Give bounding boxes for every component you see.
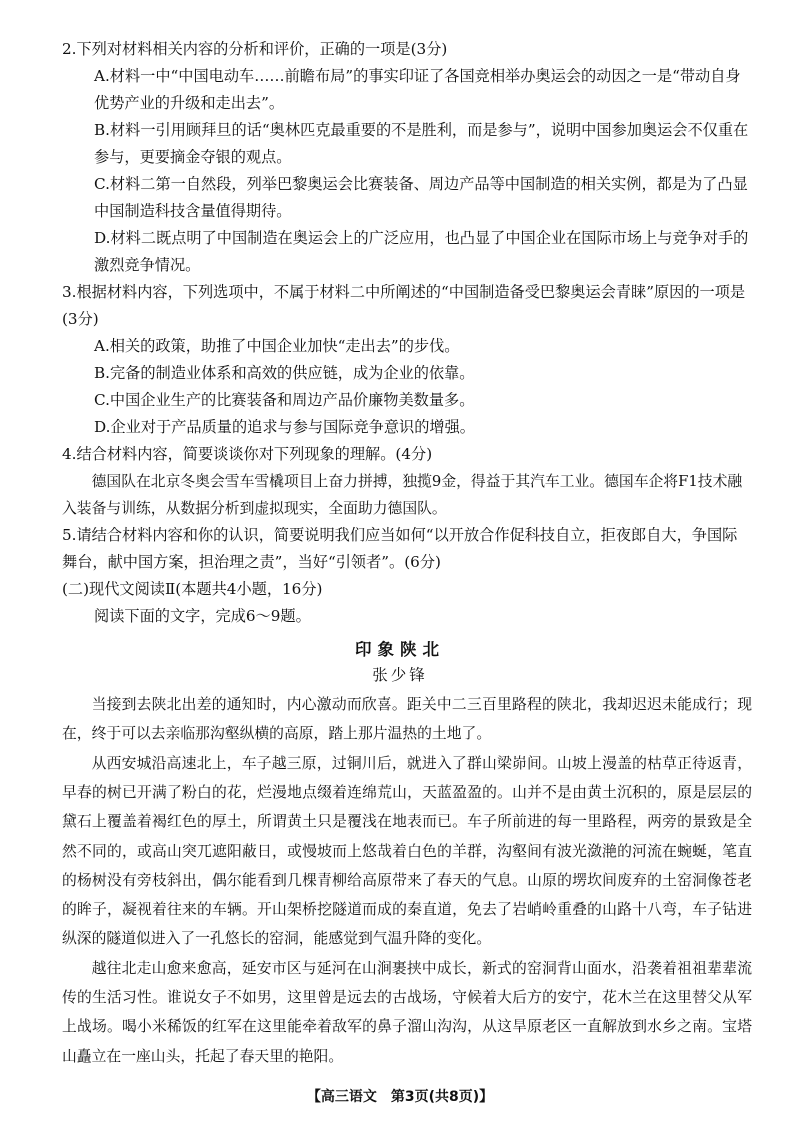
article-paragraph-3: 越往北走山愈来愈高，延安市区与延河在山涧裹挟中成长，新式的窑洞背山面水，沿袭着祖祖辈辈流传的生活习性。谁说女子不如男，这里曾是远去的古战场，守候着大后方的安宁，花木兰在这里替父从军上战场。喝小米稀饭的红军在这里能牵着敌军的鼻子溜山沟沟，从这旱原老区一直解放到水乡之南。宝塔山矗立在一座山头，托起了春天里的艳阳。 [62, 960, 752, 1065]
question-3-option-b: B.完备的制造业体系和高效的供应链，成为企业的依靠。 [94, 364, 475, 382]
question-4-stem: 4.结合材料内容，简要谈谈你对下列现象的理解。(4分) [62, 445, 433, 463]
article-paragraph-1: 当接到去陕北出差的通知时，内心激动而欣喜。距关中二三百里路程的陕北，我却迟迟未能成行；现在，终于可以去亲临那沟壑纵横的高原，踏上那片温热的土地了。 [62, 696, 752, 743]
question-2-option-a: A.材料一中“中国电动车……前瞻布局”的事实印证了各国竞相举办奥运会的动因之一是“带动自身优势产业的升级和走出去”。 [94, 67, 741, 112]
question-2-option-c: C.材料二第一自然段，列举巴黎奥运会比赛装备、周边产品等中国制造的相关实例，都是为了凸显中国制造科技含量值得期待。 [94, 175, 748, 220]
question-5-stem: 5.请结合材料内容和你的认识，简要说明我们应当如何“以开放合作促科技自立，拒夜郎自大，争国际舞台，献中国方案，担治理之责”，当好“引领者”。(6分) [62, 526, 738, 571]
question-2-stem: 2.下列对材料相关内容的分析和评价，正确的一项是(3分) [62, 40, 448, 58]
question-3-stem: 3.根据材料内容，下列选项中，不属于材料二中所阐述的“中国制造备受巴黎奥运会青睐”原因的一项是(3分) [62, 283, 746, 328]
reading-instruction: 阅读下面的文字，完成6～9题。 [94, 607, 311, 625]
question-3-option-a: A.相关的政策，助推了中国企业加快“走出去”的步伐。 [94, 337, 460, 355]
article-paragraph-2: 从西安城沿高速北上，车子越三原，过铜川后，就进入了群山梁峁间。山坡上漫盖的枯草正待返青，早春的树已开满了粉白的花，烂漫地点缀着连绵荒山，天蓝盈盈的。山并不是由黄土沉积的，原是层层的黛石上覆盖着褐红色的厚土，所谓黄土只是覆浅在地表而已。车子所前进的每一里路程，两旁的景致是全然不同的，或高山突兀遮阳蔽日，或慢坡而上悠哉着白色的羊群，沟壑间有波光潋滟的河流在蜿蜒，笔直的杨树没有旁枝斜出，偶尔能看到几棵青柳给高原带来了春天的气息。山原的塄坎间废弃的土窑洞像苍老的眸子，凝视着往来的车辆。开山架桥挖隧道而成的秦直道，免去了岩峭岭重叠的山路十八弯，车子钻进纵深的隧道似进入了一孔悠长的窑洞，能感觉到气温升降的变化。 [62, 755, 752, 948]
section-heading: (二)现代文阅读Ⅱ(本题共4小题，16分) [62, 580, 323, 598]
page-footer: 【高三语文 第3页(共8页)】 [306, 1089, 494, 1105]
question-2-option-b: B.材料一引用顾拜旦的话“奥林匹克最重要的不是胜利，而是参与”，说明中国参加奥运会不仅重在参与，更要摘金夺银的观点。 [94, 121, 749, 166]
question-3-option-c: C.中国企业生产的比赛装备和周边产品价廉物美数量多。 [94, 391, 475, 409]
article-author: 张少锋 [372, 666, 428, 684]
article-title: 印象陕北 [355, 640, 445, 659]
question-4-quote: 德国队在北京冬奥会雪车雪橇项目上奋力拼搏，独揽9金，得益于其汽车工业。德国车企将F1技术融入装备与训练，从数据分析到虚拟现实，全面助力德国队。 [62, 473, 743, 517]
question-3-option-d: D.企业对于产品质量的追求与参与国际竞争意识的增强。 [94, 418, 475, 436]
question-2-option-d: D.材料二既点明了中国制造在奥运会上的广泛应用，也凸显了中国企业在国际市场上与竞争对手的激烈竞争情况。 [94, 229, 749, 274]
